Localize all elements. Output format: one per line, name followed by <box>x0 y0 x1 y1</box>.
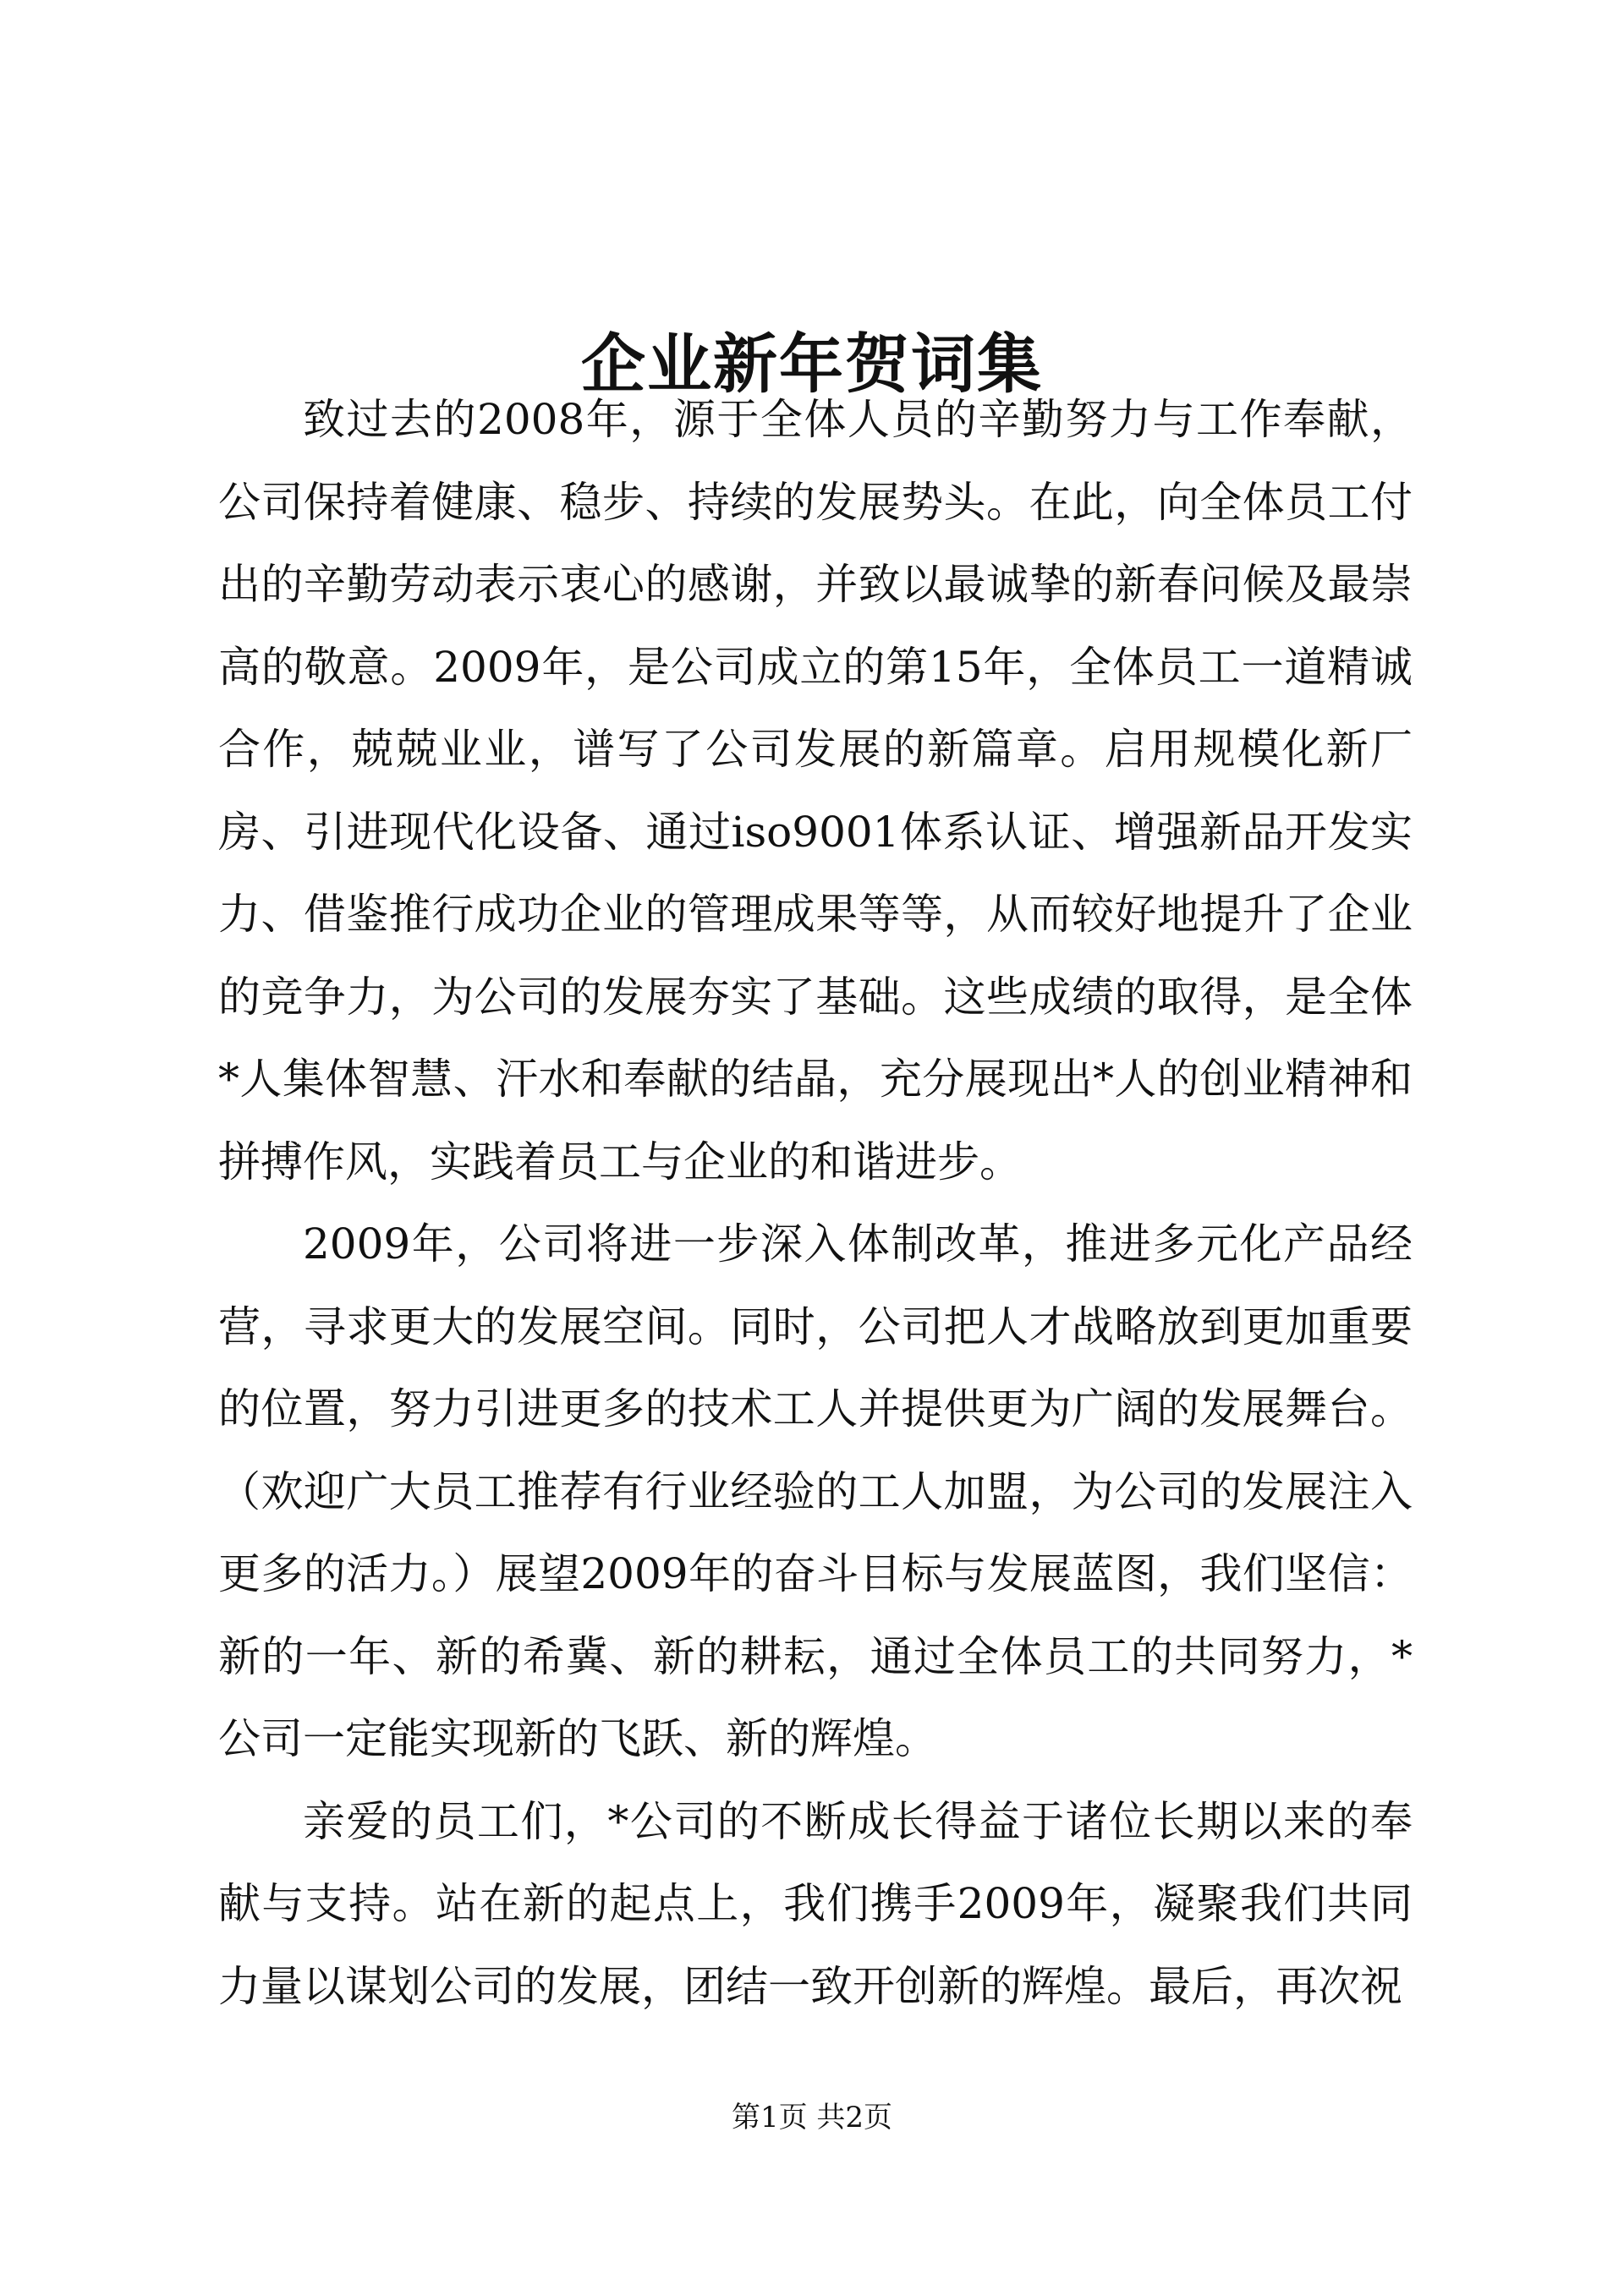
paragraph-1: 致过去的2008年，源于全体人员的辛勤努力与工作奉献，公司保持着健康、稳步、持续的发展势头。在此，向全体员工付出的辛勤劳动表示衷心的感谢，并致以最诚挚的新春问候及最崇高的敬意。2009年，是公司成立的第15年，全体员工一道精诚合作，兢兢业业，谱写了公司发展的新篇章。启用规模化新厂房、引进现代化设备、通过iso9001体系认证、增强新品开发实力、借鉴推行成功企业的管理成果等等，从而较好地提升了企业的竞争力，为公司的发展夯实了基础。这些成绩的取得，是全体*人集体智慧、汗水和奉献的结晶，充分展现出*人的创业精神和拼搏作风，实践着员工与企业的和谐进步。 <box>218 395 1413 1186</box>
paragraph-3: 亲爱的员工们，*公司的不断成长得益于诸位长期以来的奉献与支持。站在新的起点上，我们携手2009年，凝聚我们共同力量以谋划公司的发展，团结一致开创新的辉煌。最后，再次祝 <box>218 1796 1413 2011</box>
page-footer: 第1页 共2页 <box>731 2101 893 2134</box>
page-title: 企业新年贺词集 <box>581 326 1043 402</box>
paragraph-2: 2009年，公司将进一步深入体制改革，推进多元化产品经营，寻求更大的发展空间。同时，公司把人才战略放到更加重要的位置，努力引进更多的技术工人并提供更为广阔的发展舞台。（欢迎广大员工推荐有行业经验的工人加盟，为公司的发展注入更多的活力。）展望2009年的奋斗目标与发展蓝图，我们坚信：新的一年、新的希冀、新的耕耘，通过全体员工的共同努力，*公司一定能实现新的飞跃、新的辉煌。 <box>218 1219 1413 1763</box>
document-body <box>218 379 1413 2028</box>
